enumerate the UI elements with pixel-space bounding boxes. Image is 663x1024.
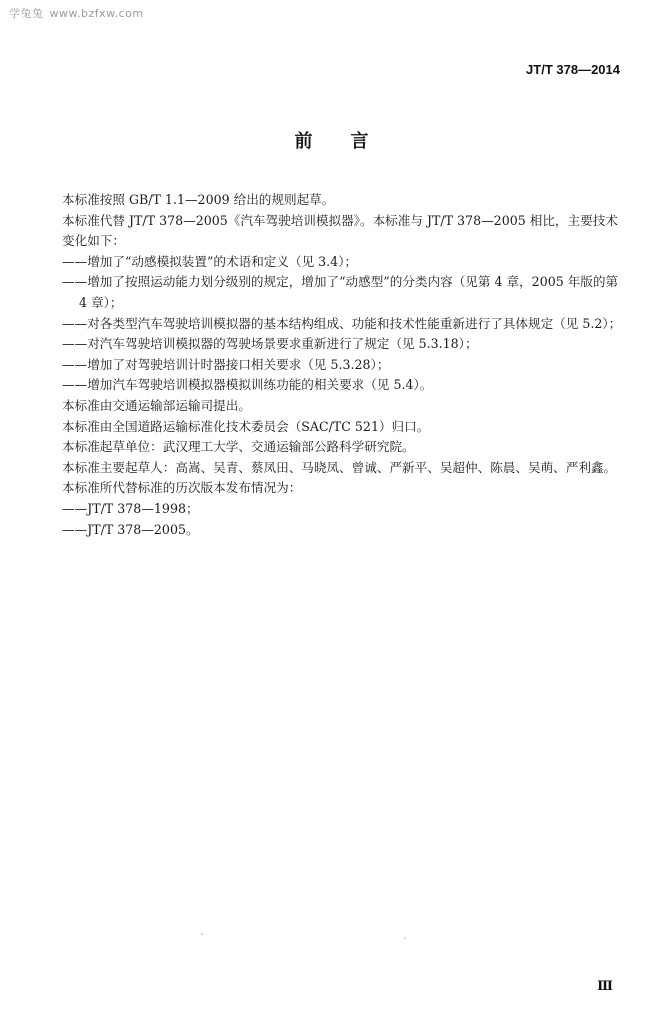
watermark-site-name: 学兔兔 bbox=[9, 7, 44, 20]
drafting-units-paragraph: 本标准起草单位：武汉理工大学、交通运输部公路科学研究院。 bbox=[62, 439, 415, 455]
change-item: ——增加了“动感模拟装置”的术语和定义（见 3.4）； bbox=[62, 253, 358, 269]
proposer-paragraph: 本标准由交通运输部运输司提出。 bbox=[62, 397, 251, 413]
watermark bbox=[9, 5, 144, 21]
page-number: Ⅲ bbox=[597, 978, 613, 993]
watermark-site-url: www.bzfxw.com bbox=[49, 7, 144, 20]
history-intro-paragraph: 本标准所代替标准的历次版本发布情况为： bbox=[62, 480, 302, 496]
history-item: ——JT/T 378—2005。 bbox=[62, 521, 199, 537]
history-item: ——JT/T 378—1998； bbox=[62, 500, 199, 516]
standard-code: JT/T 378—2014 bbox=[526, 62, 620, 77]
change-item: ——对各类型汽车驾驶培训模拟器的基本结构组成、功能和技术性能重新进行了具体规定（见 5.2）； bbox=[62, 315, 622, 331]
change-item: ——增加汽车驾驶培训模拟器模拟训练功能的相关要求（见 5.4）。 bbox=[62, 377, 433, 393]
scan-speck bbox=[201, 933, 203, 935]
change-item-continuation: 4 章）； bbox=[79, 294, 123, 310]
replacement-paragraph-line-1: 本标准代替 JT/T 378—2005《汽车驾驶培训模拟器》。本标准与 JT/T 378—2005 相比，主要技术 bbox=[62, 212, 618, 228]
change-item: ——增加了按照运动能力划分级别的规定，增加了“动感型”的分类内容（见第 4 章，2005 年版的第 bbox=[62, 274, 619, 290]
change-item: ——对汽车驾驶培训模拟器的驾驶场景要求重新进行了规定（见 5.3.18）； bbox=[62, 336, 478, 352]
scan-speck bbox=[404, 937, 406, 939]
foreword-body bbox=[62, 190, 622, 540]
drafting-rules-paragraph: 本标准按照 GB/T 1.1—2009 给出的规则起草。 bbox=[62, 192, 335, 207]
page-title: 前言 bbox=[294, 131, 407, 152]
replacement-paragraph-line-2: 变化如下： bbox=[62, 233, 125, 249]
change-item: ——增加了对驾驶培训计时器接口相关要求（见 5.3.28）； bbox=[62, 356, 390, 372]
drafters-paragraph: 本标准主要起草人：高嵩、吴青、蔡凤田、马晓凤、曾诚、严新平、吴超仲、陈晨、吴萌、严利鑫。 bbox=[62, 459, 617, 475]
committee-paragraph: 本标准由全国道路运输标准化技术委员会（SAC/TC 521）归口。 bbox=[62, 418, 430, 434]
